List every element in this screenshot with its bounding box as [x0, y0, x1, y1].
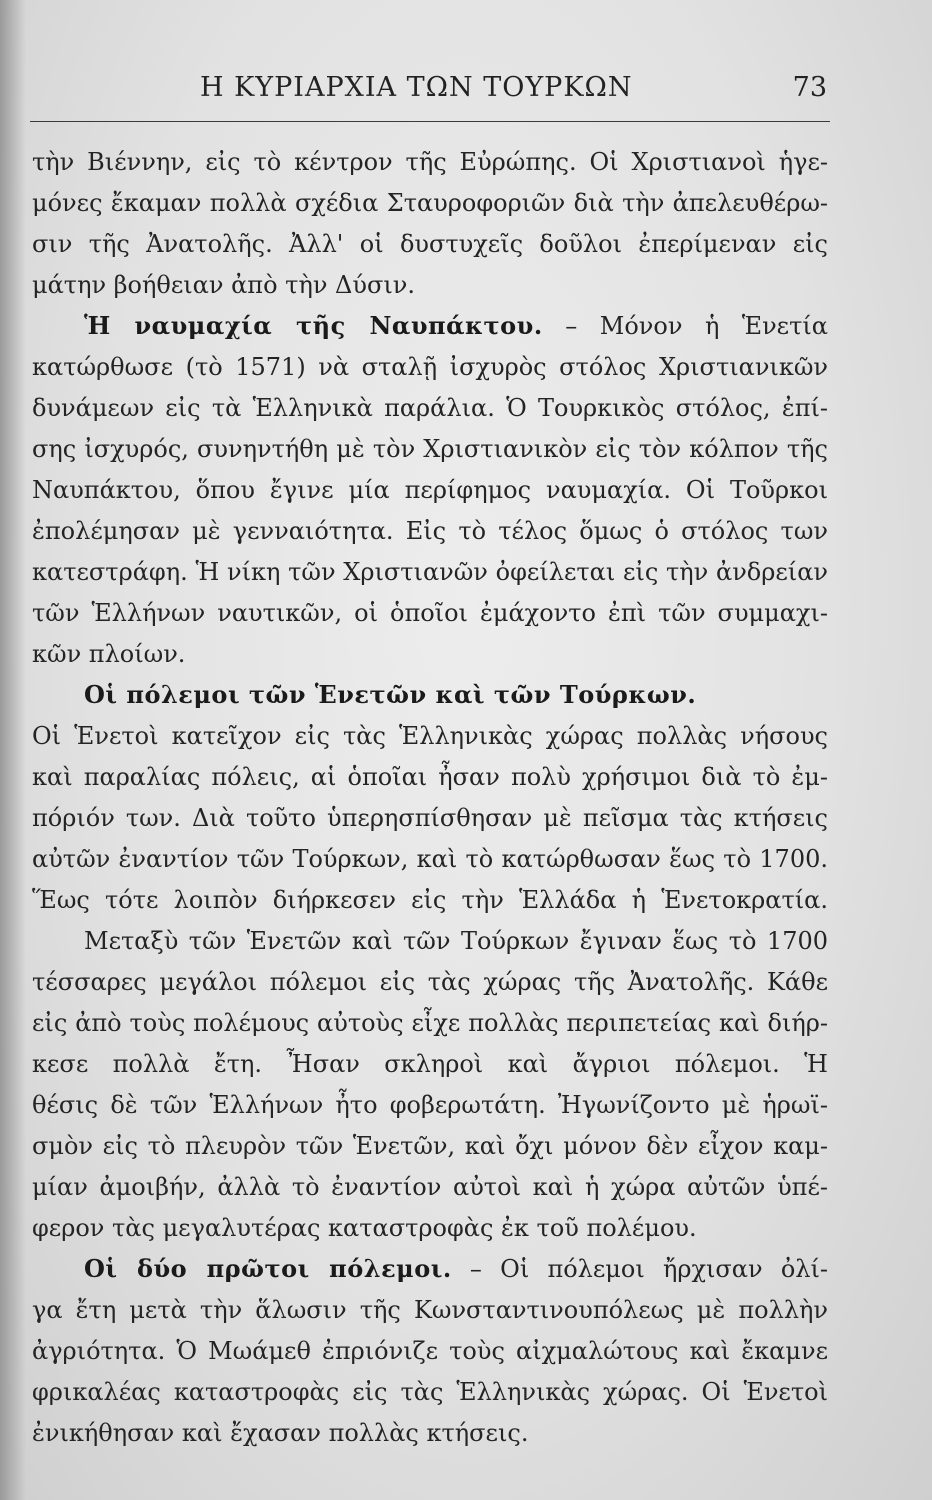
text-line: δυνάμεων εἰς τὰ Ἑλληνικὰ παράλια. Ὁ Τουρκικὸς στόλος, ἐπί- — [32, 394, 828, 422]
section-heading-wars: Οἱ πόλεμοι τῶν Ἑνετῶν καὶ τῶν Τούρκων. — [84, 680, 697, 709]
text-run: – Οἱ πόλεμοι ἤρχισαν ὀλί- — [469, 1255, 828, 1283]
text-line: κῶν πλοίων. — [32, 640, 186, 668]
page-number: 73 — [792, 72, 827, 103]
text-line: σης ἰσχυρός, συνηντήθη μὲ τὸν Χριστιανικὸν εἰς τὸν κόλπον τῆς — [32, 435, 828, 463]
text-line: κατώρθωσε (τὸ 1571) νὰ σταλῇ ἰσχυρὸς στόλος Χριστιανικῶν — [32, 353, 828, 381]
text-line: πόριόν των. Διὰ τοῦτο ὑπερησπίσθησαν μὲ πεῖσμα τὰς κτήσεις — [32, 804, 828, 832]
text-line: ἐπολέμησαν μὲ γενναιότητα. Εἰς τὸ τέλος ὅμως ὁ στόλος των — [32, 517, 828, 545]
text-line: φερον τὰς μεγαλυτέρας καταστροφὰς ἐκ τοῦ πολέμου. — [32, 1214, 697, 1242]
text-line: κατεστράφη. Ἡ νίκη τῶν Χριστιανῶν ὀφείλεται εἰς τὴν ἀνδρείαν — [32, 558, 828, 586]
section-heading-first-wars: Οἱ δύο πρῶτοι πόλεμοι. — [84, 1254, 452, 1283]
text-line: τὴν Βιέννην, εἰς τὸ κέντρον τῆς Εὐρώπης. Οἱ Χριστιανοὶ ἡγε- — [32, 148, 828, 176]
text-line: Ἕως τότε λοιπὸν διήρκεσεν εἰς τὴν Ἑλλάδα ἡ Ἑνετοκρατία. — [32, 886, 828, 914]
section-line-naumachia — [32, 308, 828, 344]
text-line: σιν τῆς Ἀνατολῆς. Ἀλλ' οἱ δυστυχεῖς δοῦλοι ἐπερίμεναν εἰς — [32, 230, 828, 258]
text-line: καὶ παραλίας πόλεις, αἱ ὁποῖαι ἦσαν πολὺ χρήσιμοι διὰ τὸ ἐμ- — [32, 763, 828, 791]
text-line: κεσε πολλὰ ἔτη. Ἦσαν σκληροὶ καὶ ἄγριοι πόλεμοι. Ἡ — [32, 1050, 828, 1078]
text-line: μόνες ἔκαμαν πολλὰ σχέδια Σταυροφοριῶν διὰ τὴν ἀπελευθέρω- — [32, 189, 828, 217]
text-line: εἰς ἀπὸ τοὺς πολέμους αὐτοὺς εἶχε πολλὰς περιπετείας καὶ διήρ- — [32, 1009, 828, 1037]
text-line: μίαν ἀμοιβήν, ἀλλὰ τὸ ἐναντίον αὐτοὶ καὶ ἡ χώρα αὐτῶν ὑπέ- — [32, 1173, 828, 1201]
text-line: Μεταξὺ τῶν Ἑνετῶν καὶ τῶν Τούρκων ἔγιναν ἕως τὸ 1700 — [84, 927, 828, 955]
running-title: Η ΚΥΡΙΑΡΧΙΑ ΤΩΝ ΤΟΥΡΚΩΝ — [200, 72, 633, 103]
text-line: ἀγριότητα. Ὁ Μωάμεθ ἐπριόνιζε τοὺς αἰχμαλώτους καὶ ἔκαμνε — [32, 1337, 828, 1365]
text-line: φρικαλέας καταστροφὰς εἰς τὰς Ἑλληνικὰς χώρας. Οἱ Ἑνετοὶ — [32, 1378, 828, 1406]
section-heading-naumachia: Ἡ ναυμαχία τῆς Ναυπάκτου. — [84, 311, 543, 340]
text-line: Ναυπάκτου, ὅπου ἔγινε μία περίφημος ναυμαχία. Οἱ Τοῦρκοι — [32, 476, 828, 504]
section-line-first-wars — [32, 1251, 828, 1287]
text-run: – Μόνον ἡ Ἑνετία — [565, 312, 828, 340]
text-line: γα ἔτη μετὰ τὴν ἅλωσιν τῆς Κωνσταντινουπόλεως μὲ πολλὴν — [32, 1296, 828, 1324]
binding-shadow — [0, 0, 26, 1500]
text-line: τέσσαρες μεγάλοι πόλεμοι εἰς τὰς χώρας τῆς Ἀνατολῆς. Κάθε — [32, 968, 828, 996]
text-line: ἐνικήθησαν καὶ ἔχασαν πολλὰς κτήσεις. — [32, 1419, 529, 1447]
text-line: θέσις δὲ τῶν Ἑλλήνων ἦτο φοβερωτάτη. Ἠγωνίζοντο μὲ ἡρωϊ- — [32, 1091, 828, 1119]
text-line: Οἱ Ἑνετοὶ κατεῖχον εἰς τὰς Ἑλληνικὰς χώρας πολλὰς νήσους — [32, 722, 828, 750]
text-line: μάτην βοήθειαν ἀπὸ τὴν Δύσιν. — [32, 271, 415, 299]
text-line: τῶν Ἑλλήνων ναυτικῶν, οἱ ὁποῖοι ἐμάχοντο ἐπὶ τῶν συμμαχι- — [32, 599, 828, 627]
text-line: αὐτῶν ἐναντίον τῶν Τούρκων, καὶ τὸ κατώρθωσαν ἕως τὸ 1700. — [32, 845, 828, 873]
header-rule — [30, 121, 830, 122]
text-line: σμὸν εἰς τὸ πλευρὸν τῶν Ἑνετῶν, καὶ ὄχι μόνον δὲν εἶχον καμ- — [32, 1132, 828, 1160]
